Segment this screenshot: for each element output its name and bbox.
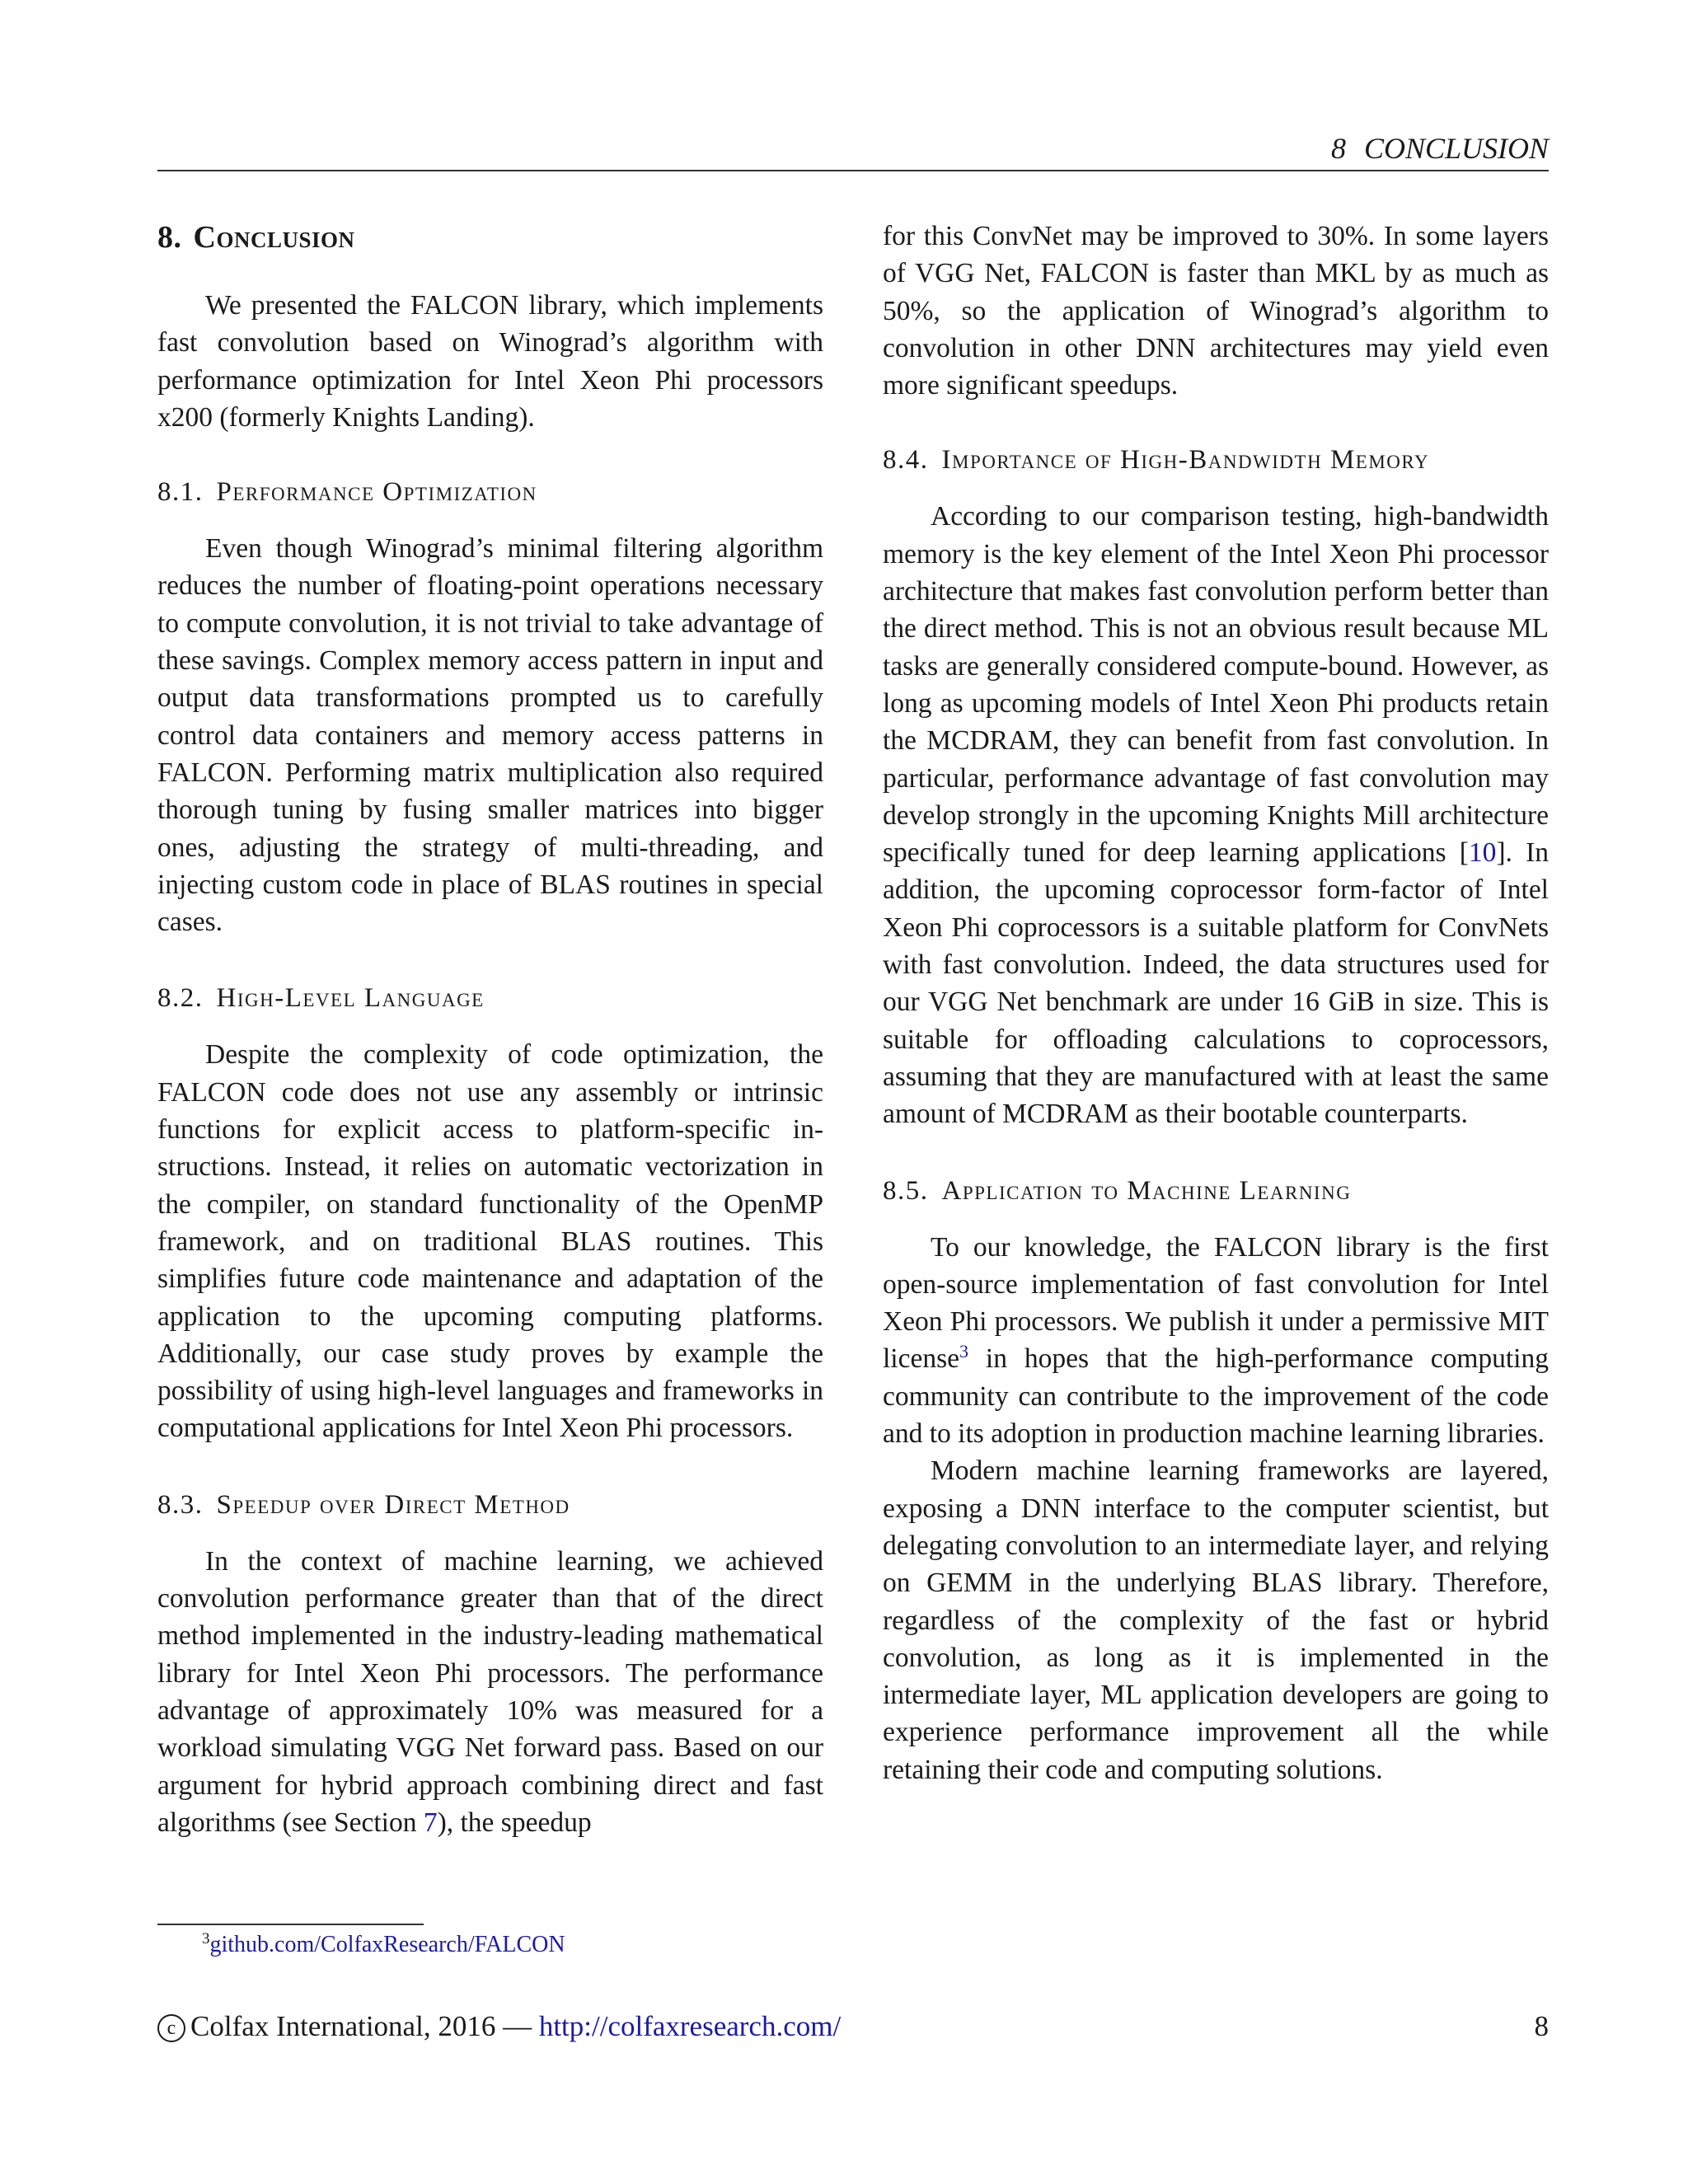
subsection-title: High-Level Language [216,983,485,1014]
paragraph-text: ]. In addition, the upcoming coprocessor form-factor of Intel Xeon Phi coprocessors is a suitable platform for ConvNets with fast convolution. Indeed, the data structures used for our VGG Net benchmark are under 16 GiB in size. This is suitable for offloading calculations to coprocessors, assuming that they are manufactured with at least the same amount of MCDRAM as their bootable counterparts. [883,837,1549,1130]
left-column [157,213,823,1841]
subsection-number: 8.3. [157,1489,204,1520]
section-heading [157,218,823,257]
paragraph-text: To our knowledge, the FALCON library is the first open-source implementation of fast convolution for Intel Xeon Phi processors. We publish it under a permissive MIT license [883,1231,1549,1375]
subsection-title: Importance of High-Bandwidth Memory [941,445,1430,476]
footnote-link[interactable]: github.com/ColfaxResearch/FALCON [209,1932,565,1957]
subsection-number: 8.5. [883,1175,929,1206]
footnote-divider [157,1924,424,1925]
header-section-title: CONCLUSION [1363,132,1549,165]
section-intro-paragraph: We presented the FALCON library, which implements fast convolution based on Winograd’s algorithm with performance optimization for Intel Xeon Phi processors x200 (formerly Knights Landing). [157,290,823,433]
paragraph-high-level-language: Despite the complexity of code optimization, the FALCON code does not use any assembly or intrinsic functions for explicit access to platform-specific instructions. Instead, it relies on automatic vectorization in the compiler, on standard functionality of the OpenMP framework, and on traditional BLAS routines. This simplifies future code maintenance and adaptation of the application to the upcoming computing platforms. Additionally, our case study proves by example the possibility of using high-level languages and frameworks in computational applications for Intel Xeon Phi processors. [157,1039,823,1444]
right-column [883,218,1549,1788]
subsection-heading-8-1 [157,474,823,510]
subsection-title: Performance Optimization [216,477,537,508]
paragraph-performance-optimization: Even though Winograd’s minimal filtering algorithm reduces the number of floating-point operations necessary to compute convolution, it is not trivial to take advantage of these savings. Complex memory access pattern in input and output data transformations prompted us to carefully control data containers and memory access patterns in FALCON. Performing matrix multiplication also required thorough tuning by fusing smaller matrices into bigger ones, adjusting the strategy of multi-threading, and injecting custom code in place of BLAS routines in special cases. [157,533,823,938]
subsection-heading-8-3 [157,1487,823,1523]
footnote-number: 3 [202,1930,210,1947]
subsection-number: 8.4. [883,445,929,476]
paragraph-machine-learning-1 [883,1229,1549,1453]
subsection-number: 8.2. [157,983,204,1014]
section-reference-link[interactable]: 7 [423,1807,438,1838]
subsection-heading-8-2 [157,980,823,1016]
subsection-heading-8-4 [883,442,1549,478]
copyright-icon: c [157,2014,185,2042]
section-title: Conclusion [193,220,355,255]
running-header [157,130,1549,171]
page-footer [157,2008,1549,2045]
paragraph-high-bandwidth-memory [883,498,1549,1132]
footer-text: Colfax International, 2016 — [190,2010,539,2042]
subsection-number: 8.1. [157,477,204,508]
subsection-title: Application to Machine Learning [941,1175,1352,1206]
paragraph-speedup [157,1543,823,1841]
paragraph-text: ), the speedup [437,1807,592,1838]
paragraph-text: According to our comparison testing, high-bandwidth memory is the key element of the Intel Xeon Phi processor architecture that makes fast convolution perform better than the direct method. This is not an obvious result because ML tasks are generally considered compute-bound. However, as long as upcoming models of Intel Xeon Phi products retain the MCDRAM, they can benefit from fast convolution. In particular, performance advantage of fast convolution may develop strongly in the upcoming Knights Mill architecture specifically tuned for deep learning applications [ [883,501,1549,869]
subsection-heading-8-5 [883,1173,1549,1209]
citation-link[interactable]: 10 [1468,837,1497,869]
subsection-title: Speedup over Direct Method [216,1489,570,1520]
header-section-number: 8 [1330,132,1346,165]
page-number: 8 [1534,2010,1549,2042]
footnote [202,1930,565,1960]
footer-url-link[interactable]: http://colfaxresearch.com/ [538,2010,842,2042]
footnote-mark-link[interactable]: 3 [959,1341,969,1362]
paragraph-machine-learning-2: Modern machine learning frameworks are layered, exposing a DNN interface to the computer scientist, but delegating convolution to an intermediate layer, and relying on GEMM in the underlying BLAS library. Therefore, regardless of the complexity of the fast or hybrid convolution, as long as it is implemented in the intermediate layer, ML application developers are going to experience performance improvement all the while retaining their code and computing solutions. [883,1455,1549,1785]
paragraph-speedup-continued: for this ConvNet may be improved to 30%. In some layers of VGG Net, FALCON is faster than MKL by as much as 50%, so the application of Winograd’s algorithm to convolution in other DNN architectures may yield even more significant speedups. [883,221,1549,401]
paragraph-text: in hopes that the high-performance computing community can contribute to the improvement of the code and to its adoption in production machine learning libraries. [883,1343,1549,1450]
section-number: 8. [157,220,182,255]
paragraph-text: In the context of machine learning, we achieved convolution performance greater than that of the direct method implemented in the industry-leading mathematical library for Intel Xeon Phi processors. The performance advantage of approximately 10% was measured for a workload simulating VGG Net forward pass. Based on our argument for hybrid approach combining direct and fast algorithms (see Section [157,1545,823,1838]
